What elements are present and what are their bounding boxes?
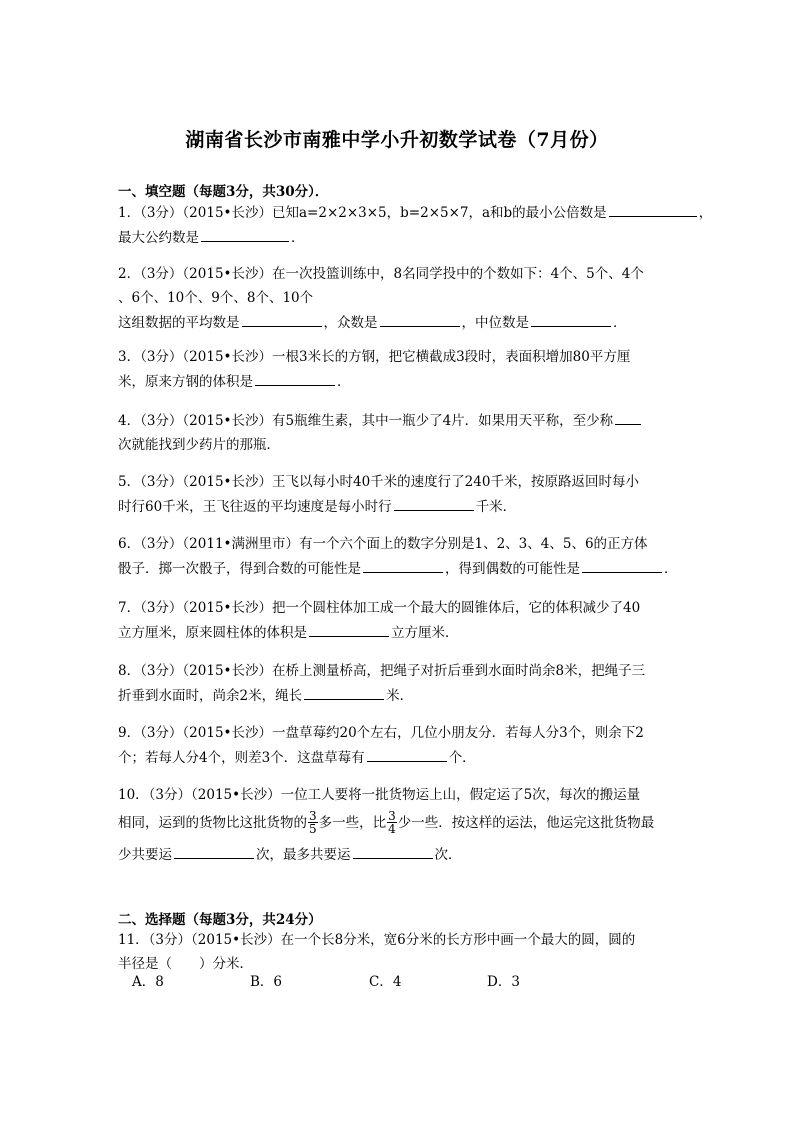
q4-text-1: 4．（3分）（2015•长沙）有5瓶维生素，其中一瓶少了4片．如果用天平称，至少称 (118, 413, 614, 429)
q6-text-1: 6．（3分）（2011•满洲里市）有一个六个面上的数字分别是1、2、3、4、5、6的正方体 (118, 536, 648, 552)
q8-text-1: 8．（3分）（2015•长沙）在桥上测量桥高，把绳子对折后垂到水面时尚余8米，把绳子三 (118, 663, 646, 679)
fraction-numerator: 3 (309, 809, 317, 823)
option-b[interactable]: B．6 (250, 974, 283, 990)
q3-text-2: 米，原来方钢的体积是 (118, 374, 253, 390)
q1-text-2: ， (698, 205, 713, 221)
answer-blank[interactable] (363, 556, 443, 573)
q10-text-3: 多一些，比 (318, 815, 387, 831)
q7-text-2: 立方厘米，原来圆柱体的体积是 (118, 625, 307, 641)
answer-blank[interactable] (353, 842, 433, 859)
q8-text-3: 米． (386, 688, 414, 704)
fraction-three-quarters (387, 810, 397, 835)
fraction-denominator: 4 (388, 822, 396, 836)
q2-text-5: ，中位数是 (461, 315, 529, 331)
q4-text-2: 次就能找到少药片的那瓶． (118, 437, 280, 453)
option-a[interactable]: A．8 (132, 974, 164, 990)
q2-text-2: 、6个、10个、9个、8个、10个 (118, 290, 314, 306)
fraction-denominator: 5 (309, 822, 317, 836)
q5-text-2: 时行60千米，王飞往返的平均速度是每小时行 (118, 499, 392, 515)
q1-text-4: ． (291, 230, 305, 246)
answer-blank[interactable] (304, 683, 384, 700)
q5-text-1: 5．（3分）（2015•长沙）王飞以每小时40千米的速度行了240千米，按原路返回时每小 (118, 474, 639, 490)
q10-text-1: 10．（3分）（2015•长沙）一位工人要将一批货物运上山，假定运了5次，每次的搬运量 (118, 787, 641, 803)
question-4 (118, 408, 678, 457)
q9-text-3: 个． (448, 750, 476, 766)
q11-text-2: 半径是（ ）分米． (118, 956, 253, 972)
answer-blank[interactable] (615, 408, 641, 425)
answer-blank[interactable] (174, 842, 254, 859)
question-5 (118, 470, 678, 519)
question-6 (118, 532, 678, 581)
q9-text-1: 9．（3分）（2015•长沙）一盘草莓约20个左右，几位小朋友分．若每人分3个，则余下2 (118, 725, 644, 741)
option-d[interactable]: D．3 (487, 974, 520, 990)
answer-blank[interactable] (201, 225, 289, 242)
answer-blank[interactable] (242, 310, 322, 327)
q10-text-5: 少共要运 (118, 847, 172, 863)
answer-blank[interactable] (531, 310, 611, 327)
q3-text-1: 3．（3分）（2015•长沙）一根3米长的方钢，把它横截成3段时，表面积增加80平方厘 (118, 349, 631, 365)
q7-text-3: 立方厘米． (391, 625, 459, 641)
answer-blank[interactable] (367, 745, 447, 762)
question-9 (118, 721, 678, 770)
section-heading-fill-blank: 一、填空题（每题3分，共30分）． (118, 184, 329, 200)
question-11 (118, 928, 678, 976)
answer-blank[interactable] (255, 369, 335, 386)
answer-blank[interactable] (582, 556, 662, 573)
answer-blank[interactable] (380, 310, 460, 327)
answer-blank[interactable] (394, 494, 474, 511)
q10-text-6: 次，最多共要运 (256, 847, 351, 863)
q9-text-2: 个；若每人分4个，则差3个．这盘草莓有 (118, 750, 365, 766)
q8-text-2: 折垂到水面时，尚余2米，绳长 (118, 688, 303, 704)
q5-text-3: 千米． (475, 499, 517, 515)
q2-text-4: ，众数是 (323, 315, 378, 331)
answer-blank[interactable] (609, 200, 697, 217)
question-10 (118, 782, 678, 868)
question-8 (118, 659, 678, 708)
q2-text-6: ． (613, 315, 627, 331)
q6-text-2: 骰子．掷一次骰子，得到合数的可能性是 (118, 561, 361, 577)
q10-text-7: 次． (434, 847, 462, 863)
question-7 (118, 596, 678, 645)
q11-options (132, 970, 632, 994)
q7-text-1: 7．（3分）（2015•长沙）把一个圆柱体加工成一个最大的圆锥体后，它的体积减少了40 (118, 600, 641, 616)
question-1 (118, 200, 713, 250)
q10-text-2: 相同，运到的货物比这批货物的 (118, 815, 307, 831)
q6-text-4: ． (664, 561, 678, 577)
fraction-numerator: 3 (388, 809, 396, 823)
q3-text-3: ． (337, 374, 351, 390)
section-heading-multiple-choice: 二、选择题（每题3分，共24分） (118, 912, 322, 928)
page-title: 湖南省长沙市南雅中学小升初数学试卷（7月份） (185, 129, 609, 151)
q1-text-3: 最大公约数是 (118, 230, 199, 246)
answer-blank[interactable] (309, 620, 389, 637)
q1-text-1: 1．（3分）（2015•长沙）已知a=2×2×3×5，b=2×5×7，a和b的最小公倍数是 (118, 205, 607, 221)
q10-text-4: 少一些．按这样的运法，他运完这批货物最 (397, 815, 655, 831)
q2-text-3: 这组数据的平均数是 (118, 315, 240, 331)
fraction-three-fifths (308, 810, 318, 835)
question-3 (118, 345, 678, 394)
q11-text-1: 11．（3分）（2015•长沙）在一个长8分米，宽6分米的长方形中画一个最大的圆，圆的 (118, 932, 636, 948)
question-2 (118, 262, 678, 335)
q2-text-1: 2．（3分）（2015•长沙）在一次投篮训练中，8名同学投中的个数如下：4个、5个、4个 (118, 266, 644, 282)
option-c[interactable]: C．4 (369, 974, 402, 990)
q6-text-3: ，得到偶数的可能性是 (445, 561, 580, 577)
